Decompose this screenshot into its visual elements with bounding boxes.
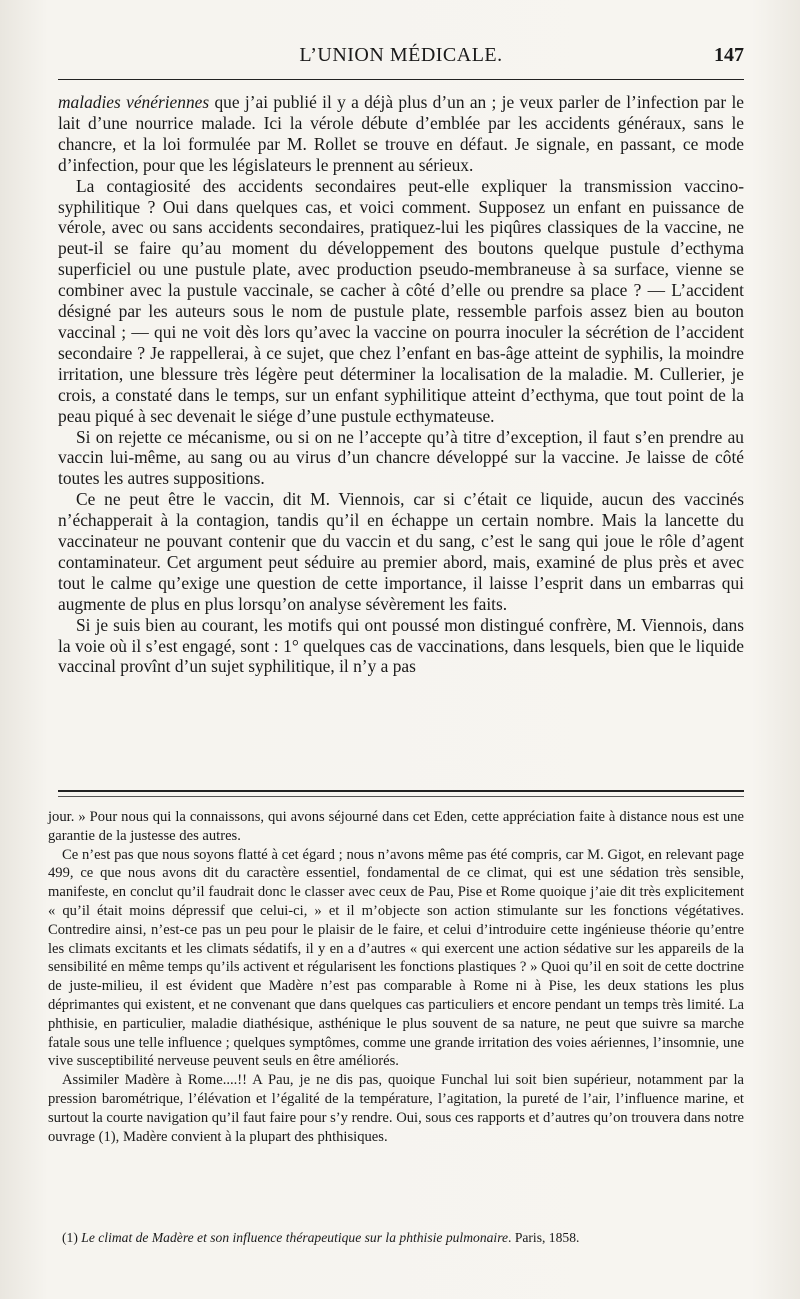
footnote-separator-thin [58,796,744,797]
italic-lead: maladies vénériennes [58,92,210,112]
note-marker: (1) [62,1230,78,1245]
paragraph-text: que j’ai publié il y a déjà plus d’un an ; je veux parler de l’infection par le lait d’une nourrice malade. Ici la vérole débute d’emblée par les accidents généraux, sans le chancre, et la loi formulée par M. Rollet se trouve en défaut. Je signale, en passant, ce mode d’infection, pour que les législateurs le prennent au sérieux. [58,92,744,175]
main-text [58,92,744,677]
bibliographic-note [62,1229,744,1247]
footnote-separator [58,790,744,792]
paragraph-3: Si on rejette ce mécanisme, ou si on ne l’accepte qu’à titre d’exception, il faut s’en prendre au vaccin lui-même, au sang ou au virus d’un chancre développé sur la vaccine. Je laisse de côté toutes les autres suppositions. [58,426,744,489]
footnote-paragraph-3: Assimiler Madère à Rome....!! A Pau, je ne dis pas, quoique Funchal lui soit bien supérieur, notamment par la pression barométrique, l’élévation et l’égalité de la température, l’agitation, la pureté de l’air, l’influence marine, et surtout la courte navigation qu’il faut faire pour s’y rendre. Oui, sous ces rapports et d’autres qu’on trouvera dans notre ouvrage (1), Madère convient à la plupart des phthisiques. [48,1072,744,1145]
paragraph-2: La contagiosité des accidents secondaires peut-elle expliquer la transmission vaccino-syphilitique ? Oui dans quelques cas, et voici comment. Supposez un enfant en puissance de vérole, avec ou sans accidents secondaires, pratiquez-lui les piqûres classiques de la vaccine, ne peut-il se faire qu’au moment du développement des boutons quelque pustule d’ecthyma superficiel ou une pustule plate, avec production pseudo-membraneuse à sa surface, vienne se combiner avec la pustule vaccinale, se cacher à côté d’elle ou prendre sa place ? — L’accident désigné par les auteurs sous le nom de pustule plate, ressemble parfois assez bien au bouton vaccinal ; — qui ne voit dès lors qu’avec la vaccine on pourra inoculer la sécrétion de l’accident secondaire ? Je rappellerai, à ce sujet, que chez l’enfant en bas-âge atteint de syphilis, la moindre irritation, une blessure très légère peut déterminer la localisation de la maladie. M. Cullerier, je crois, a constaté dans le temps, sur un enfant syphilitique atteint d’ecthyma, que tout point de la peau piqué à sec devenait le siége d’une pustule ecthymateuse. [58,175,744,426]
running-title: L’UNION MÉDICALE. [299,44,503,66]
page-header [58,44,744,74]
footnote-text [48,808,744,1146]
note-tail: . Paris, 1858. [508,1230,580,1245]
paragraph-5: Si je suis bien au courant, les motifs qui ont poussé mon distingué confrère, M. Viennois, dans la voie où il s’est engagé, sont : 1° quelques cas de vaccinations, dans lesquels, bien que le liquide vaccinal provînt d’un sujet syphilitique, il n’y a pas [58,614,744,677]
paragraph-4: Ce ne peut être le vaccin, dit M. Viennois, car si c’était ce liquide, aucun des vaccinés n’échapperait à la contagion, tandis qu’il en échappe un certain nombre. Mais la lancette du vaccinateur ne pouvant contenir que du vaccin et du sang, c’est le sang qui joue le rôle d’agent contaminateur. Cet argument peut séduire au premier abord, mais, examiné de plus près et avec tout le calme qu’exige une question de cette importance, il laisse l’esprit dans un embarras qui augmente de plus en plus lorsqu’on analyse sévèrement les faits. [58,489,744,614]
footnote-paragraph-2: Ce n’est pas que nous soyons flatté à cet égard ; nous n’avons même pas été compris, car M. Gigot, en relevant page 499, ce que nous avons dit du caractère essentiel, fondamental de ce climat, qui est une sédation très sensible, manifeste, en conclut qu’il faudrait donc le classer avec ceux de Pau, Pise et Rome quoique j’aie dit très explicitement « qu’il était moins dépressif que celui-ci, » et il m’objecte son action stimulante sur les fonctions végétatives. Contredire ainsi, n’est-ce pas un peu pour le plaisir de le faire, et celui d’introduire cette ingénieuse théorie qu’entre les climats excitants et les climats sédatifs, il y en a d’autres « qui exercent une action sédative sur les appareils de la sensibilité en même temps qu’ils activent et régularisent les fonctions plastiques ? » Quoi qu’il en soit de cette doctrine de juste-milieu, il est évident que Madère n’est pas comparable à Rome ni à Pise, les deux stations les plus déprimantes qui existent, et ne convenant que dans quelques cas particuliers et encore pendant un temps très limité. La phthisie, en particulier, maladie diathésique, asthénique le plus souvent de sa nature, ne peut que suivre sa marche fatale sous une telle influence ; quelques symptômes, comme une grande irritation des voies aériennes, l’insomnie, une vive susceptibilité nerveuse peuvent seuls en être améliorés. [48,846,744,1070]
paragraph-1 [58,92,744,176]
header-rule [58,79,744,80]
footnote-paragraph-1: jour. » Pour nous qui la connaissons, qui avons séjourné dans cet Eden, cette appréciation faite à distance nous est une garantie de la justesse des autres. [48,809,744,844]
page-number: 147 [714,44,744,66]
note-title: Le climat de Madère et son influence thérapeutique sur la phthisie pulmonaire [81,1230,509,1245]
